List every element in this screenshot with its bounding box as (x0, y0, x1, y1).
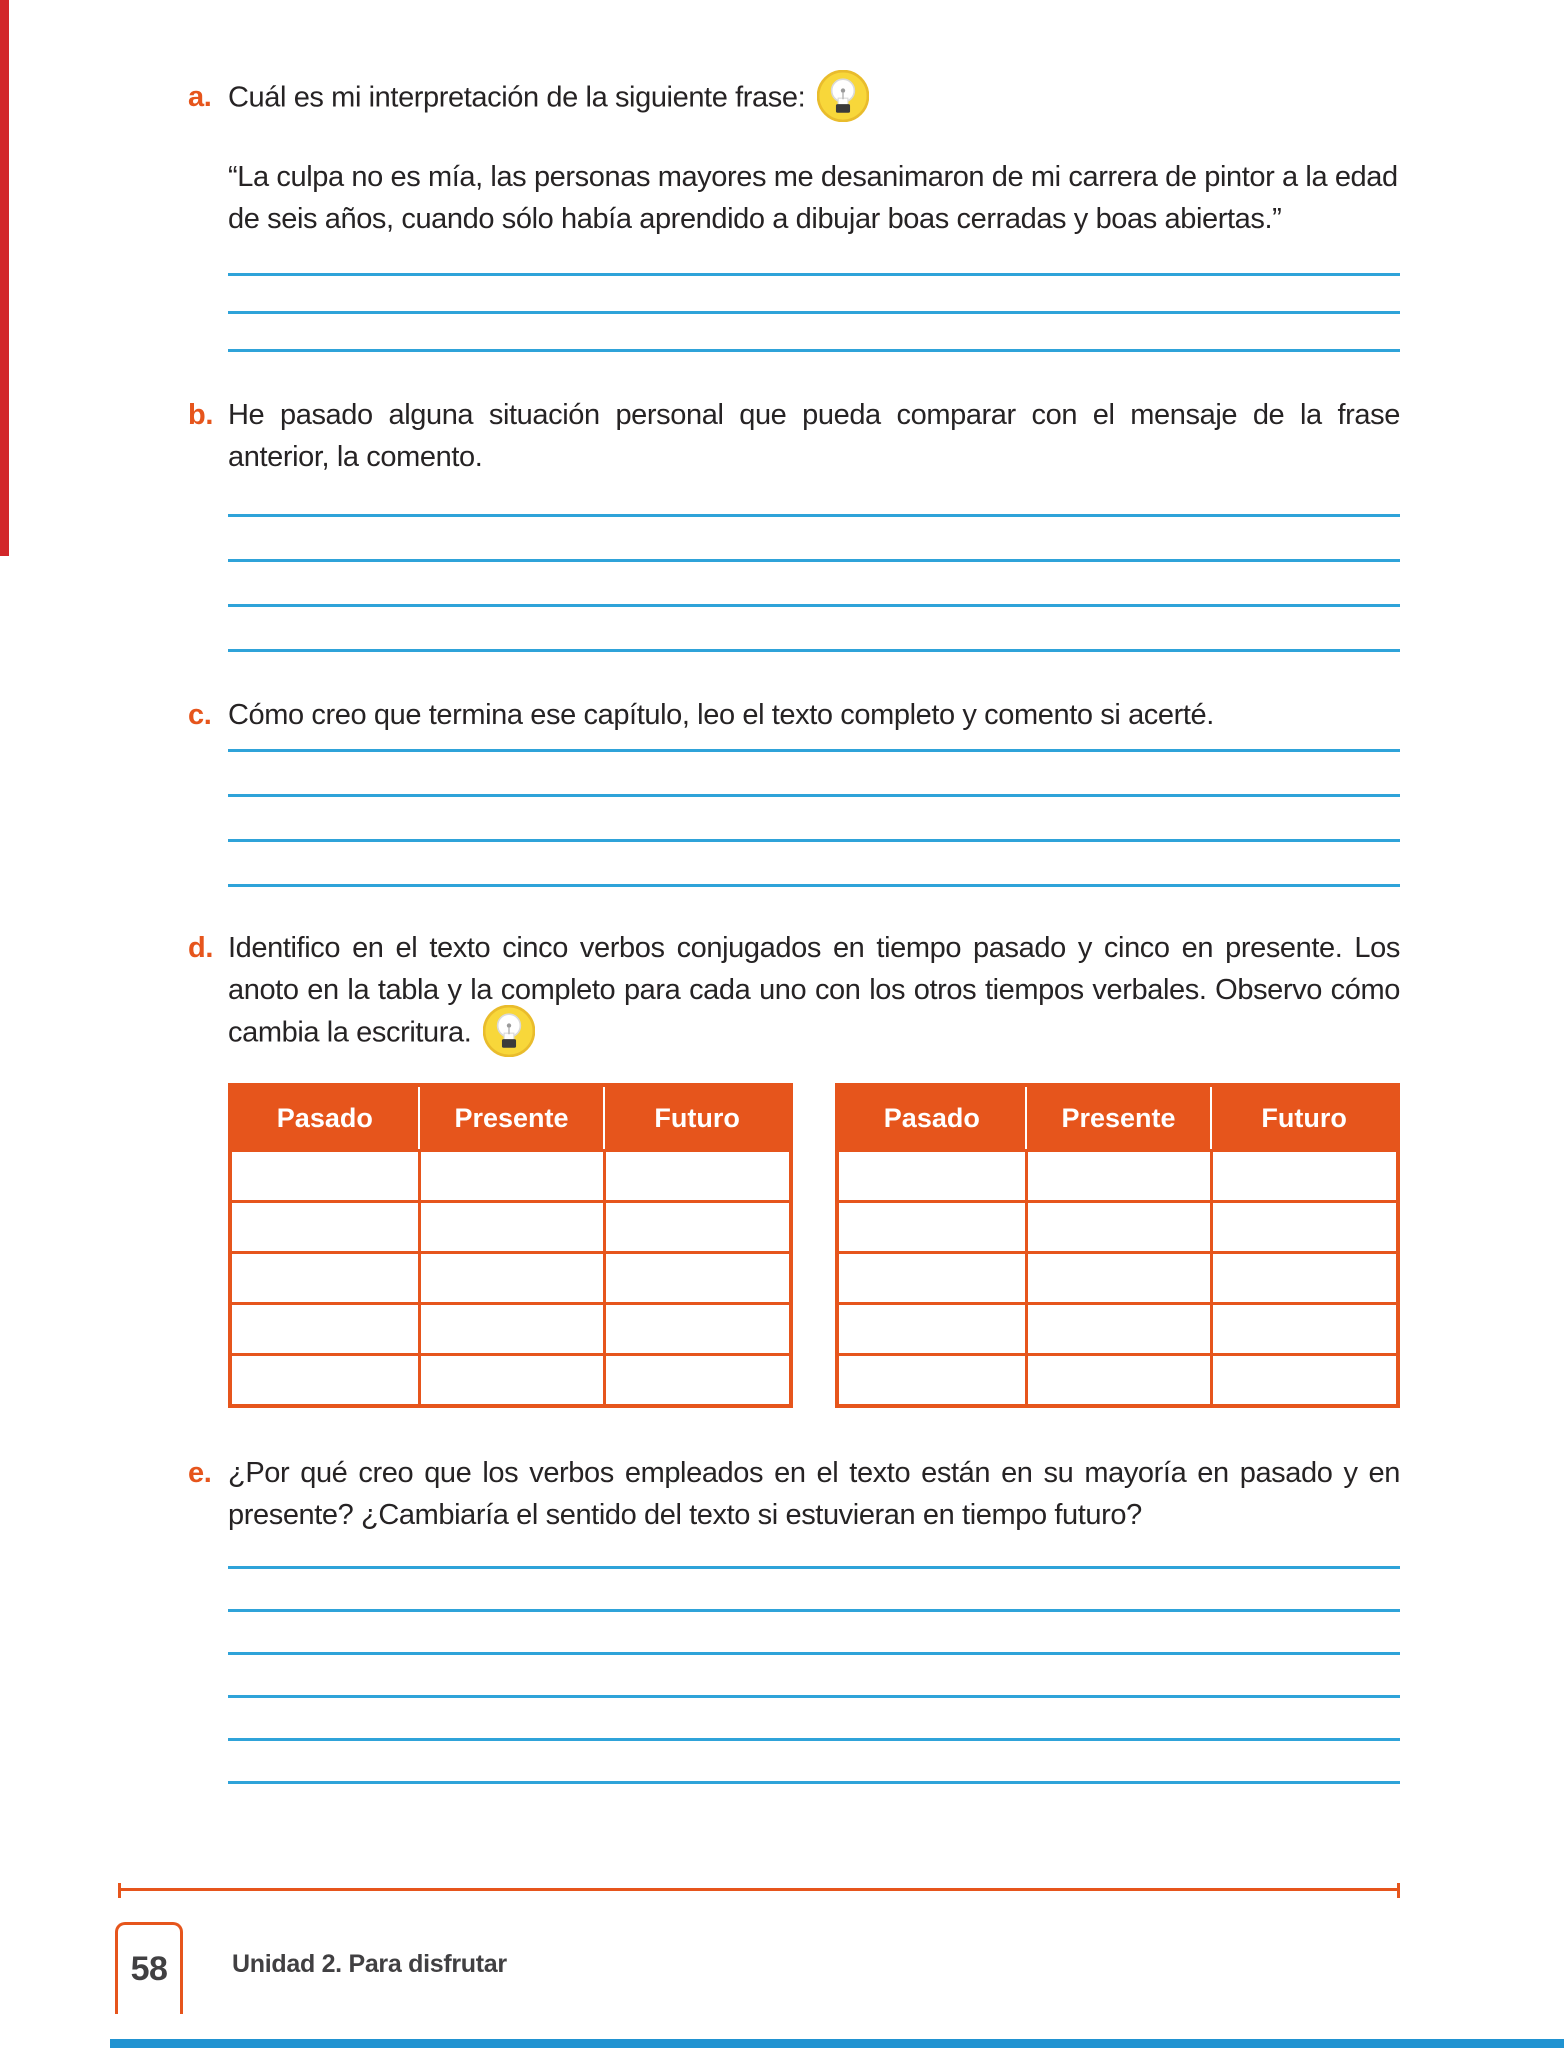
table-row (839, 1251, 1396, 1302)
exercise-item-b (188, 394, 1400, 478)
table-row (232, 1200, 789, 1251)
table-cell (1025, 1353, 1211, 1404)
table-cell (232, 1200, 418, 1251)
table-cell (232, 1149, 418, 1200)
table-cell (603, 1200, 789, 1251)
bottom-edge-blue-bar (110, 2039, 1564, 2048)
writing-line (228, 517, 1400, 562)
writing-line (228, 248, 1400, 276)
table-cell (603, 1302, 789, 1353)
table-header-futuro: Futuro (603, 1087, 789, 1149)
table-row (232, 1302, 789, 1353)
writing-line (228, 1741, 1400, 1784)
writing-line (228, 1655, 1400, 1698)
exercise-content (188, 76, 1400, 1784)
lightbulb-icon (817, 70, 869, 122)
table-cell (418, 1200, 604, 1251)
item-a-label: a. (188, 81, 212, 113)
table-header-presente: Presente (418, 1087, 604, 1149)
table-row (839, 1302, 1396, 1353)
writing-line (228, 276, 1400, 314)
table-cell (839, 1251, 1025, 1302)
verb-tables (228, 1083, 1400, 1408)
writing-line (228, 314, 1400, 352)
table-cell (232, 1251, 418, 1302)
table-cell (839, 1353, 1025, 1404)
table-cell (232, 1353, 418, 1404)
verb-table-right (835, 1083, 1400, 1408)
answer-lines-a (228, 248, 1400, 352)
lightbulb-icon (483, 1005, 535, 1057)
table-cell (839, 1302, 1025, 1353)
exercise-item-e (188, 1452, 1400, 1536)
answer-lines-e (228, 1536, 1400, 1784)
writing-line (228, 752, 1400, 797)
table-cell (603, 1353, 789, 1404)
table-cell (1210, 1149, 1396, 1200)
exercise-item-c (188, 694, 1400, 736)
table-header-pasado: Pasado (232, 1087, 418, 1149)
left-edge-red-bar (0, 0, 9, 556)
item-c-label: c. (188, 699, 212, 731)
item-d-label: d. (188, 932, 213, 964)
page-number: 58 (115, 1922, 183, 2014)
table-row (839, 1353, 1396, 1404)
item-c-text: Cómo creo que termina ese capítulo, leo el texto completo y comento si acerté. (228, 699, 1214, 731)
quote-text: “La culpa no es mía, las personas mayores me desanimaron de mi carrera de pintor a la edad de seis años, cuando sólo había aprendido a dibujar boas cerradas y boas abiertas.” (228, 161, 1398, 235)
item-a-text: Cuál es mi interpretación de la siguiente frase: (228, 76, 1400, 122)
table-row (839, 1149, 1396, 1200)
writing-line (228, 562, 1400, 607)
item-e-text: ¿Por qué creo que los verbos empleados en el texto están en su mayoría en pasado y en presente? ¿Cambiaría el sentido del texto si estuvieran en tiempo futuro? (228, 1457, 1400, 1531)
table-row (232, 1251, 789, 1302)
table-cell (1210, 1353, 1396, 1404)
writing-line (228, 797, 1400, 842)
table-row (839, 1200, 1396, 1251)
table-cell (1210, 1302, 1396, 1353)
table-cell (232, 1302, 418, 1353)
writing-line (228, 607, 1400, 652)
table-header-pasado: Pasado (839, 1087, 1025, 1149)
writing-line (228, 1612, 1400, 1655)
table-cell (418, 1251, 604, 1302)
writing-line (228, 1536, 1400, 1569)
table-cell (418, 1302, 604, 1353)
footer-separator-rule (118, 1888, 1400, 1891)
table-cell (1025, 1251, 1211, 1302)
table-cell (839, 1149, 1025, 1200)
footer-unit-label: Unidad 2. Para disfrutar (232, 1950, 507, 1978)
table-cell (839, 1200, 1025, 1251)
table-cell (418, 1149, 604, 1200)
verb-table-left (228, 1083, 793, 1408)
table-header-presente: Presente (1025, 1087, 1211, 1149)
answer-lines-b (228, 478, 1400, 652)
table-cell (1025, 1302, 1211, 1353)
writing-line (228, 1569, 1400, 1612)
item-d-text: Identifico en el texto cinco verbos conjugados en tiempo pasado y cinco en presente. Los anoto en la tabla y la completo para cada uno con los otros tiempos verbales. Observo cómo cambia la escritura. (228, 927, 1400, 1057)
table-header-futuro: Futuro (1210, 1087, 1396, 1149)
table-cell (603, 1251, 789, 1302)
table-row (232, 1149, 789, 1200)
table-row (232, 1353, 789, 1404)
writing-line (228, 842, 1400, 887)
item-e-label: e. (188, 1457, 212, 1489)
writing-line (228, 1698, 1400, 1741)
table-cell (1025, 1200, 1211, 1251)
table-cell (603, 1149, 789, 1200)
table-cell (1210, 1200, 1396, 1251)
exercise-item-a (188, 76, 1400, 122)
item-b-label: b. (188, 399, 213, 431)
table-cell (1210, 1251, 1396, 1302)
table-cell (418, 1353, 604, 1404)
exercise-item-d (188, 927, 1400, 1057)
answer-lines-c (228, 736, 1400, 887)
writing-line (228, 736, 1400, 752)
item-b-text: He pasado alguna situación personal que pueda comparar con el mensaje de la frase anterior, la comento. (228, 399, 1400, 473)
table-cell (1025, 1149, 1211, 1200)
writing-line (228, 478, 1400, 517)
